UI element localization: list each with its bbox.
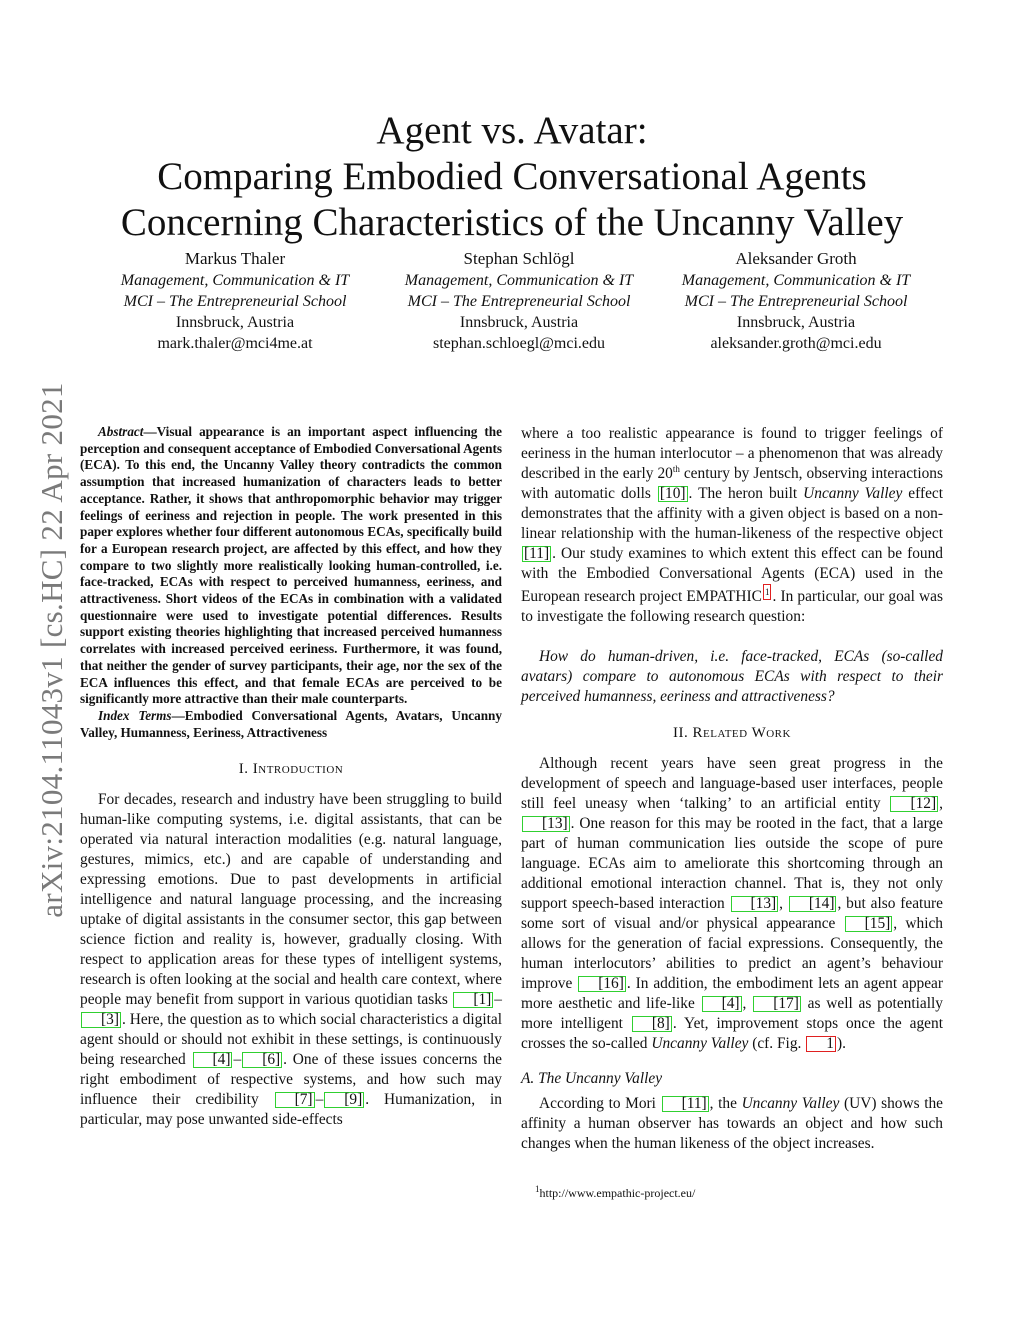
author-department: Management, Communication & IT (120, 272, 350, 289)
author-school: MCI – The Entrepreneurial School (684, 293, 908, 310)
text-run: According to Mori (539, 1095, 661, 1113)
text-run: century by Jentsch, observing interactions with automatic dolls (521, 465, 943, 502)
citation-link[interactable]: [16] (578, 976, 626, 992)
intro-paragraph (80, 790, 502, 1130)
citation-link[interactable]: [13] (731, 896, 779, 912)
author-3 (651, 248, 941, 354)
author-1 (90, 248, 380, 354)
footnote-mark: 1 (535, 1184, 540, 1194)
text-run: . Our study examines to which extent this effect can be found with the Embodied Conversational Agents (ECA) used in the European research project EMPATHIC (521, 545, 943, 606)
citation-link[interactable]: [12] (890, 796, 938, 812)
text-run: . In addition, the embodiment lets an agent appear more aesthetic and life-like (521, 975, 944, 1013)
text-run: . One of these issues concerns the right embodiment of respective systems, and how such may influence their credibility (80, 1051, 502, 1109)
emphasis-term: Uncanny Valley (651, 1035, 749, 1053)
text-run: ). (836, 1035, 846, 1053)
citation-link[interactable]: [1] (453, 992, 493, 1008)
index-terms-text: —Embodied Conversational Agents, Avatars, Uncanny Valley, Humanness, Eeriness, Attractiveness (80, 707, 502, 740)
text-run: . Yet, improvement stops once the agent crosses the so-called (521, 1015, 943, 1053)
subsection-heading-uncanny-valley: A. The Uncanny Valley (521, 1070, 663, 1088)
text-run: . Here, the question as to which social characteristics a digital agent should or should not exhibit in these settings, is continuously being researched (80, 1011, 502, 1069)
citation-link[interactable]: [4] (193, 1052, 233, 1068)
title-line: Comparing Embodied Conversational Agents (157, 155, 867, 199)
text-run: as well as potentially more intelligent (521, 995, 943, 1033)
footnote (535, 1186, 695, 1201)
paper-title (80, 108, 944, 246)
text-run: . Humanization, in particular, may pose unwanted side-effects (80, 1091, 502, 1129)
title-line: Concerning Characteristics of the Uncanny Valley (120, 201, 904, 245)
text-run: , (779, 895, 788, 913)
author-2 (374, 248, 664, 354)
text-run: Although recent years have seen great progress in the development of speech and language-based user interfaces, people still feel uneasy when ‘talking’ to an artificial entity (521, 755, 943, 813)
text-run: where a too realistic appearance is found to trigger feelings of eeriness in the human interlocutor – a phenomenon that was already described in the early 20 (521, 425, 943, 482)
author-school: MCI – The Entrepreneurial School (123, 293, 347, 310)
text-run: . The heron built (688, 485, 804, 502)
emphasis-term: Uncanny Valley (741, 1095, 840, 1113)
text-run: (cf. Fig. (748, 1035, 806, 1053)
author-email[interactable]: mark.thaler@mci4me.at (157, 335, 313, 352)
author-name: Markus Thaler (184, 249, 286, 268)
superscript: th (672, 463, 680, 474)
text-run: – (494, 991, 502, 1009)
citation-link[interactable]: [14] (789, 896, 837, 912)
section-heading-related-work: II. Related Work (673, 725, 791, 742)
text-run: . One reason for this may be rooted in the fact, that a large part of human communication lies outside the scope of pure language. ECAs aim to ameliorate this shortcoming through an additional emotional interaction channel. That is, they not only support speech-based interaction (521, 815, 943, 913)
arxiv-identifier[interactable]: arXiv:2104.11043v1 [cs.HC] 22 Apr 2021 (34, 382, 69, 918)
abstract-text: —Visual appearance is an important aspect influencing the perception and consequent acceptance of Embodied Conversational Agents (ECA). To this end, the Uncanny Valley theory contradicts the common assumption that increased humanization of characters leads to better acceptance. Rather, it shows that anthropomorphic behavior may trigger feelings of eeriness and rejection in people. The work presented in this paper explores whether four different autonomous ECAs, specifically build for a European research project, are affected by this effect, and how they compare to two slightly more realistically looking human-controlled, i.e. face-tracked, ECAs with respect to perceived humanness, eeriness, and attractiveness. Short videos of the ECAs in combination with a validated questionnaire were used to investigate potential differences. Results support existing theories highlighting that increased perceived humanness correlates with increased perceived eeriness. Furthermore, it was found, that neither the gender of survey participants, their age, nor the sex of the ECA influences this effect, and that female ECAs are perceived to be significantly more attractive than their male counterparts. (80, 424, 502, 707)
section-heading-introduction: I. Introduction (238, 761, 344, 778)
research-question: How do human-driven, i.e. face-tracked, ECAs (so-called avatars) compare to autonomous ECAs with respect to their perceived humanness, eeriness and attractiveness? (521, 648, 943, 706)
citation-link[interactable]: [13] (522, 816, 570, 832)
footnote-link[interactable]: 1 (763, 584, 772, 600)
author-location: Innsbruck, Austria (736, 314, 856, 331)
citation-link[interactable]: [11] (662, 1096, 709, 1112)
text-run: For decades, research and industry have been struggling to build human-like computing systems, i.e. digital assistants, that can be operated via natural interaction modalities (e.g. natural language, gestures, mimics, etc.) and are capable of understanding and expressing emotions. Due to past developments in artificial intelligence and natural language processing, and the increasing uptake of digital assistants in the consumer sector, this gap between science fiction and reality is, however, gradually closing. With respect to application areas for these types of intelligent systems, research is often looking at the social and health care context, where people may benefit from support in various quotidian tasks (80, 791, 502, 1009)
author-department: Management, Communication & IT (404, 272, 634, 289)
text-run: , (939, 795, 943, 813)
citation-link[interactable]: [8] (632, 1016, 672, 1032)
text-run: (UV) shows the affinity a human observer has towards an object and how such changes when the human likeness of the object increases. (521, 1095, 943, 1153)
uncanny-valley-paragraph (521, 1094, 943, 1154)
text-run: , (742, 995, 753, 1013)
text-run: – (233, 1051, 242, 1069)
author-email[interactable]: aleksander.groth@mci.edu (710, 335, 882, 352)
text-run: , the (709, 1095, 742, 1113)
abstract (80, 424, 502, 708)
intro-continuation-paragraph (521, 424, 943, 627)
citation-link[interactable]: [9] (324, 1092, 364, 1108)
right-column (521, 424, 943, 1154)
text-run: , but also feature some sort of visual and/or physical appearance (521, 895, 943, 933)
citation-link[interactable]: [10] (659, 485, 686, 502)
author-location: Innsbruck, Austria (459, 314, 579, 331)
author-name: Stephan Schlögl (463, 249, 575, 268)
author-location: Innsbruck, Austria (175, 314, 295, 331)
citation-link[interactable]: [4] (702, 996, 742, 1012)
citation-link[interactable]: [11] (524, 545, 550, 562)
figure-link[interactable]: 1 (806, 1036, 836, 1052)
author-department: Management, Communication & IT (681, 272, 911, 289)
citation-link[interactable]: [15] (845, 916, 893, 932)
text-run: . In particular, our goal was to investigate the following research question: (521, 588, 943, 626)
author-school: MCI – The Entrepreneurial School (407, 293, 631, 310)
emphasis-term: Uncanny Valley (803, 485, 903, 502)
author-email[interactable]: stephan.schloegl@mci.edu (432, 335, 606, 352)
citation-link[interactable]: [7] (275, 1092, 315, 1108)
text-run: effect demonstrates that the affinity with a given object is based on a non-linear relationship with the human-likeness of the respective object (521, 485, 944, 542)
author-block (90, 248, 950, 358)
citation-link[interactable]: [6] (242, 1052, 282, 1068)
citation-link[interactable]: [17] (753, 996, 801, 1012)
index-terms (80, 708, 502, 741)
related-work-paragraph (521, 754, 943, 1054)
title-line: Agent vs. Avatar: (376, 109, 648, 153)
footnote-url[interactable]: http://www.empathic-project.eu/ (539, 1186, 696, 1200)
left-column (80, 424, 502, 1130)
author-name: Aleksander Groth (735, 249, 857, 268)
text-run: , which allows for the generation of facial expressions. Consequently, the human interlocutors’ abilities to predict an agent’s behaviour improve (521, 915, 943, 993)
citation-link[interactable]: [3] (81, 1012, 121, 1028)
abstract-lead: Abstract (98, 424, 144, 439)
index-terms-lead: Index Terms (98, 707, 172, 723)
text-run: – (315, 1091, 324, 1109)
